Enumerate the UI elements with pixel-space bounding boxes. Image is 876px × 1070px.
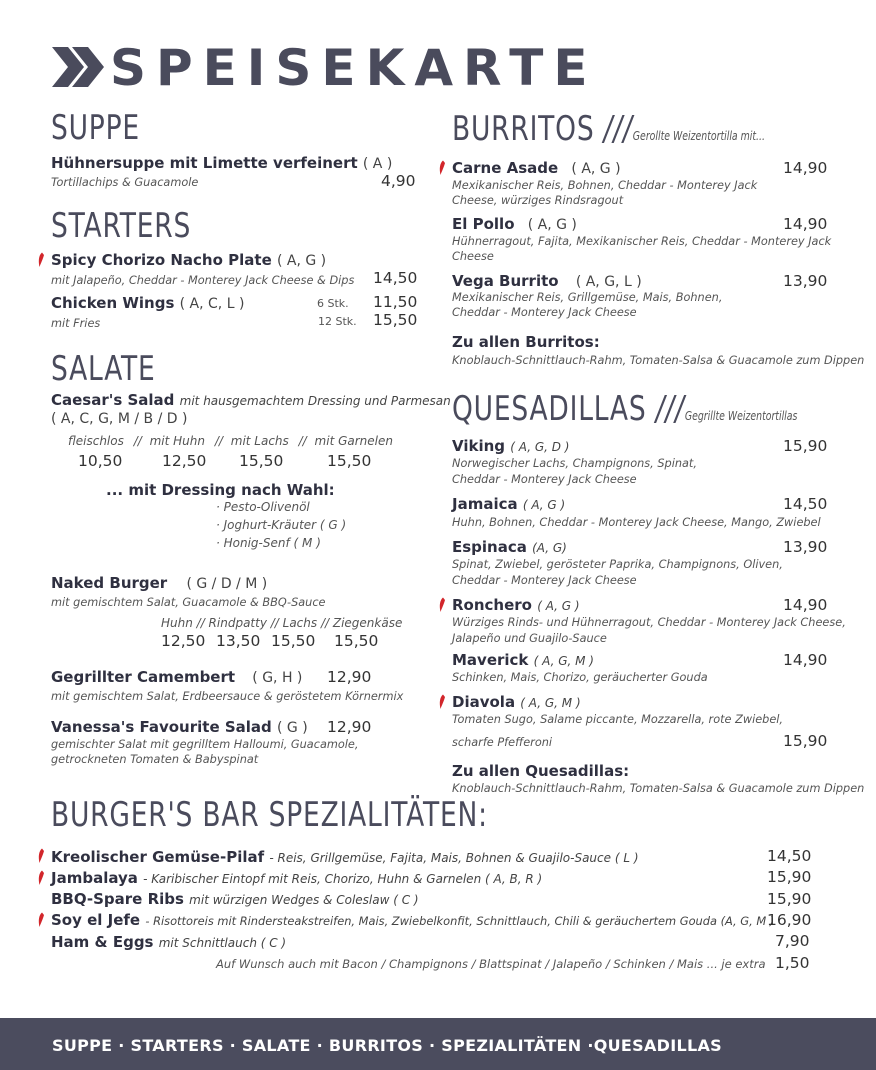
- variant-price: 15,50: [334, 632, 379, 650]
- variant-price: 15,50: [327, 452, 372, 470]
- item-price: 7,90: [775, 932, 810, 950]
- quesadillas-sides-desc: Knoblauch-Schnittlauch-Rahm, Tomaten-Salsa & Guacamole zum Dippen: [452, 782, 865, 795]
- quesadillas-sides-title: Zu allen Quesadillas:: [452, 762, 630, 780]
- item-allergens: ( A, C, G, M / B / D ): [51, 411, 188, 427]
- item-description: mit Jalapeño, Cheddar - Monterey Jack Cheese & Dips: [51, 274, 355, 287]
- variant-price: 15,50: [271, 632, 316, 650]
- item-allergens: ( G ): [277, 720, 308, 736]
- menu-item-pilaf: Kreolischer Gemüse-Pilaf - Reis, Grillgemüse, Fajita, Mais, Bohnen & Guajilo-Sauce ( L ): [51, 848, 639, 866]
- item-description: Cheddar - Monterey Jack Cheese: [452, 306, 637, 319]
- dressing-option: · Pesto-Olivenöl: [216, 500, 310, 514]
- item-allergens: ( G / D / M ): [186, 576, 268, 592]
- section-heading-salate: SALATE: [51, 349, 156, 389]
- dressing-option: · Joghurt-Kräuter ( G ): [216, 518, 347, 532]
- menu-item-spare-ribs: BBQ-Spare Ribs mit würzigen Wedges & Coleslaw ( C ): [51, 890, 419, 908]
- section-heading-quesadillas: QUESADILLAS ///Gegrillte Weizentortillas: [452, 389, 798, 429]
- menu-item-diavola: Diavola ( A, G, M ): [452, 693, 581, 711]
- item-description: gemischter Salat mit gegrilltem Halloumi, Guacamole,: [51, 738, 359, 751]
- item-description: Spinat, Zwiebel, gerösteter Paprika, Champignons, Oliven,: [452, 558, 783, 571]
- menu-item-jambalaya: Jambalaya - Karibischer Eintopf mit Reis, Chorizo, Huhn & Garnelen ( A, B, R ): [51, 869, 543, 887]
- menu-item-espinaca: Espinaca (A, G): [452, 538, 567, 556]
- variant-price: 12,50: [161, 632, 206, 650]
- menu-item-nacho-plate: [51, 251, 326, 270]
- item-price: 12,90: [327, 668, 372, 686]
- menu-item-ham-eggs: Ham & Eggs mit Schnittlauch ( C ): [51, 933, 287, 951]
- menu-item-vega-burrito: Vega Burrito ( A, G, L ): [452, 272, 642, 290]
- menu-item-caesars-salad: [51, 391, 451, 410]
- menu-item-ronchero: Ronchero ( A, G ): [452, 596, 580, 614]
- section-subtitle: Gerollte Weizentortilla mit...: [632, 129, 765, 143]
- variant-price: 12,50: [162, 452, 207, 470]
- dressing-option: · Honig-Senf ( M ): [216, 536, 321, 550]
- item-price: 15,90: [783, 732, 828, 750]
- variant-price: 15,50: [239, 452, 284, 470]
- item-description: mit gemischtem Salat, Guacamole & BBQ-Sauce: [51, 596, 326, 609]
- variant-price: 13,50: [216, 632, 261, 650]
- item-description: Huhn, Bohnen, Cheddar - Monterey Jack Cheese, Mango, Zwiebel: [452, 516, 821, 529]
- item-price: 14,50: [373, 269, 418, 287]
- item-price: 14,90: [783, 215, 828, 233]
- item-description: Cheese, würziges Rindsragout: [452, 194, 624, 207]
- item-price: 12,90: [327, 718, 372, 736]
- item-price: 14,50: [783, 495, 828, 513]
- item-description: getrockneten Tomaten & Babyspinat: [51, 753, 259, 766]
- variant-price: 10,50: [78, 452, 123, 470]
- item-price: 11,50: [373, 293, 418, 311]
- burritos-sides-desc: Knoblauch-Schnittlauch-Rahm, Tomaten-Salsa & Guacamole zum Dippen: [452, 354, 865, 367]
- item-allergens: ( A, C, L ): [179, 296, 245, 312]
- item-name: Hühnersuppe mit Limette verfeinert: [51, 154, 358, 172]
- item-price: 13,90: [783, 538, 828, 556]
- item-price: 15,90: [767, 890, 812, 908]
- item-price: 14,90: [783, 651, 828, 669]
- item-description: Cheese: [452, 250, 494, 263]
- item-allergens: ( G, H ): [252, 670, 303, 686]
- item-description: Hühnerragout, Fajita, Mexikanischer Reis, Cheddar - Monterey Jack: [452, 235, 832, 248]
- menu-item-huehnersuppe: [51, 154, 392, 173]
- item-description: Tortillachips & Guacamole: [51, 176, 199, 189]
- menu-item-vanessa-salad: [51, 718, 308, 737]
- item-name: Vanessa's Favourite Salad: [51, 718, 272, 736]
- chili-icon: [438, 160, 446, 176]
- item-description: Cheddar - Monterey Jack Cheese: [452, 574, 637, 587]
- menu-item-chicken-wings: [51, 294, 244, 313]
- chili-icon: [37, 870, 45, 886]
- chili-icon: [37, 252, 45, 268]
- item-quantity: 12 Stk.: [318, 315, 357, 328]
- menu-item-jamaica: Jamaica ( A, G ): [452, 495, 566, 513]
- menu-item-viking: Viking ( A, G, D ): [452, 437, 570, 455]
- item-price: 15,90: [783, 437, 828, 455]
- item-description: Tomaten Sugo, Salame piccante, Mozzarella, rote Zwiebel,: [452, 713, 784, 726]
- menu-item-el-pollo: El Pollo ( A, G ): [452, 215, 577, 233]
- item-name: Gegrillter Camembert: [51, 668, 236, 686]
- section-heading-starters: STARTERS: [51, 206, 192, 246]
- item-description: Mexikanischer Reis, Bohnen, Cheddar - Monterey Jack: [452, 179, 758, 192]
- item-name: Naked Burger: [51, 574, 168, 592]
- footer-bar: [0, 1018, 876, 1070]
- item-price: 14,90: [783, 596, 828, 614]
- section-subtitle: Gegrillte Weizentortillas: [684, 409, 798, 423]
- item-description: scharfe Pfefferoni: [452, 736, 553, 749]
- item-description: Würziges Rinds- und Hühnerragout, Cheddar - Monterey Jack Cheese,: [452, 616, 846, 629]
- dressing-title: ... mit Dressing nach Wahl:: [106, 481, 335, 499]
- item-price: 16,90: [767, 911, 812, 929]
- item-description: mit Fries: [51, 317, 101, 330]
- item-description: mit gemischtem Salat, Erdbeersauce & geröstetem Körnermix: [51, 690, 404, 703]
- burritos-sides-title: Zu allen Burritos:: [452, 333, 600, 351]
- chili-icon: [438, 694, 446, 710]
- variant-labels: fleischlos // mit Huhn // mit Lachs // mit Garnelen: [68, 434, 393, 448]
- title-text: SPEISEKARTE: [110, 39, 598, 97]
- menu-item-soy-el-jefe: Soy el Jefe - Risottoreis mit Rindersteakstreifen, Mais, Zwiebelkonfit, Schnittlauch, Chili & geräuchertem Gouda (A, G, M ): [51, 911, 775, 929]
- section-heading-burritos: BURRITOS ///Gerollte Weizentortilla mit...: [452, 109, 765, 149]
- item-price: 13,90: [783, 272, 828, 290]
- double-chevron-icon: [50, 45, 106, 89]
- section-heading-suppe: SUPPE: [51, 108, 140, 148]
- item-price: 15,50: [373, 311, 418, 329]
- chili-icon: [438, 597, 446, 613]
- menu-item-carne-asade: Carne Asade ( A, G ): [452, 159, 621, 177]
- menu-item-naked-burger: [51, 574, 267, 593]
- footer-navigation: SUPPE · STARTERS · SALATE · BURRITOS · SPEZIALITÄTEN ·QUESADILLAS: [52, 1036, 722, 1055]
- item-description: Norwegischer Lachs, Champignons, Spinat,: [452, 457, 697, 470]
- section-heading-specialties: BURGER'S BAR SPEZIALITÄTEN:: [51, 795, 488, 835]
- item-description: Cheddar - Monterey Jack Cheese: [452, 473, 637, 486]
- item-description: Schinken, Mais, Chorizo, geräucherter Gouda: [452, 671, 708, 684]
- extras-note: Auf Wunsch auch mit Bacon / Champignons / Blattspinat / Jalapeño / Schinken / Mais ... je extra: [216, 957, 766, 971]
- menu-item-camembert: [51, 668, 302, 687]
- variant-labels: Huhn // Rindpatty // Lachs // Ziegenkäse: [161, 616, 403, 630]
- chili-icon: [37, 848, 45, 864]
- page-title: [50, 40, 598, 96]
- item-allergens: ( A ): [362, 156, 393, 172]
- item-price: 15,90: [767, 868, 812, 886]
- item-allergens: ( A, G ): [276, 253, 327, 269]
- item-description: Mexikanischer Reis, Grillgemüse, Mais, Bohnen,: [452, 291, 723, 304]
- extras-price: 1,50: [775, 954, 810, 972]
- chili-icon: [37, 912, 45, 928]
- item-price: 4,90: [381, 172, 416, 190]
- item-quantity: 6 Stk.: [317, 297, 349, 310]
- item-note: mit hausgemachtem Dressing und Parmesan: [179, 394, 451, 408]
- item-price: 14,90: [783, 159, 828, 177]
- item-name: Chicken Wings: [51, 294, 175, 312]
- item-description: Jalapeño und Guajilo-Sauce: [452, 632, 607, 645]
- item-price: 14,50: [767, 847, 812, 865]
- item-name: Caesar's Salad: [51, 391, 175, 409]
- menu-item-maverick: Maverick ( A, G, M ): [452, 651, 594, 669]
- item-name: Spicy Chorizo Nacho Plate: [51, 251, 272, 269]
